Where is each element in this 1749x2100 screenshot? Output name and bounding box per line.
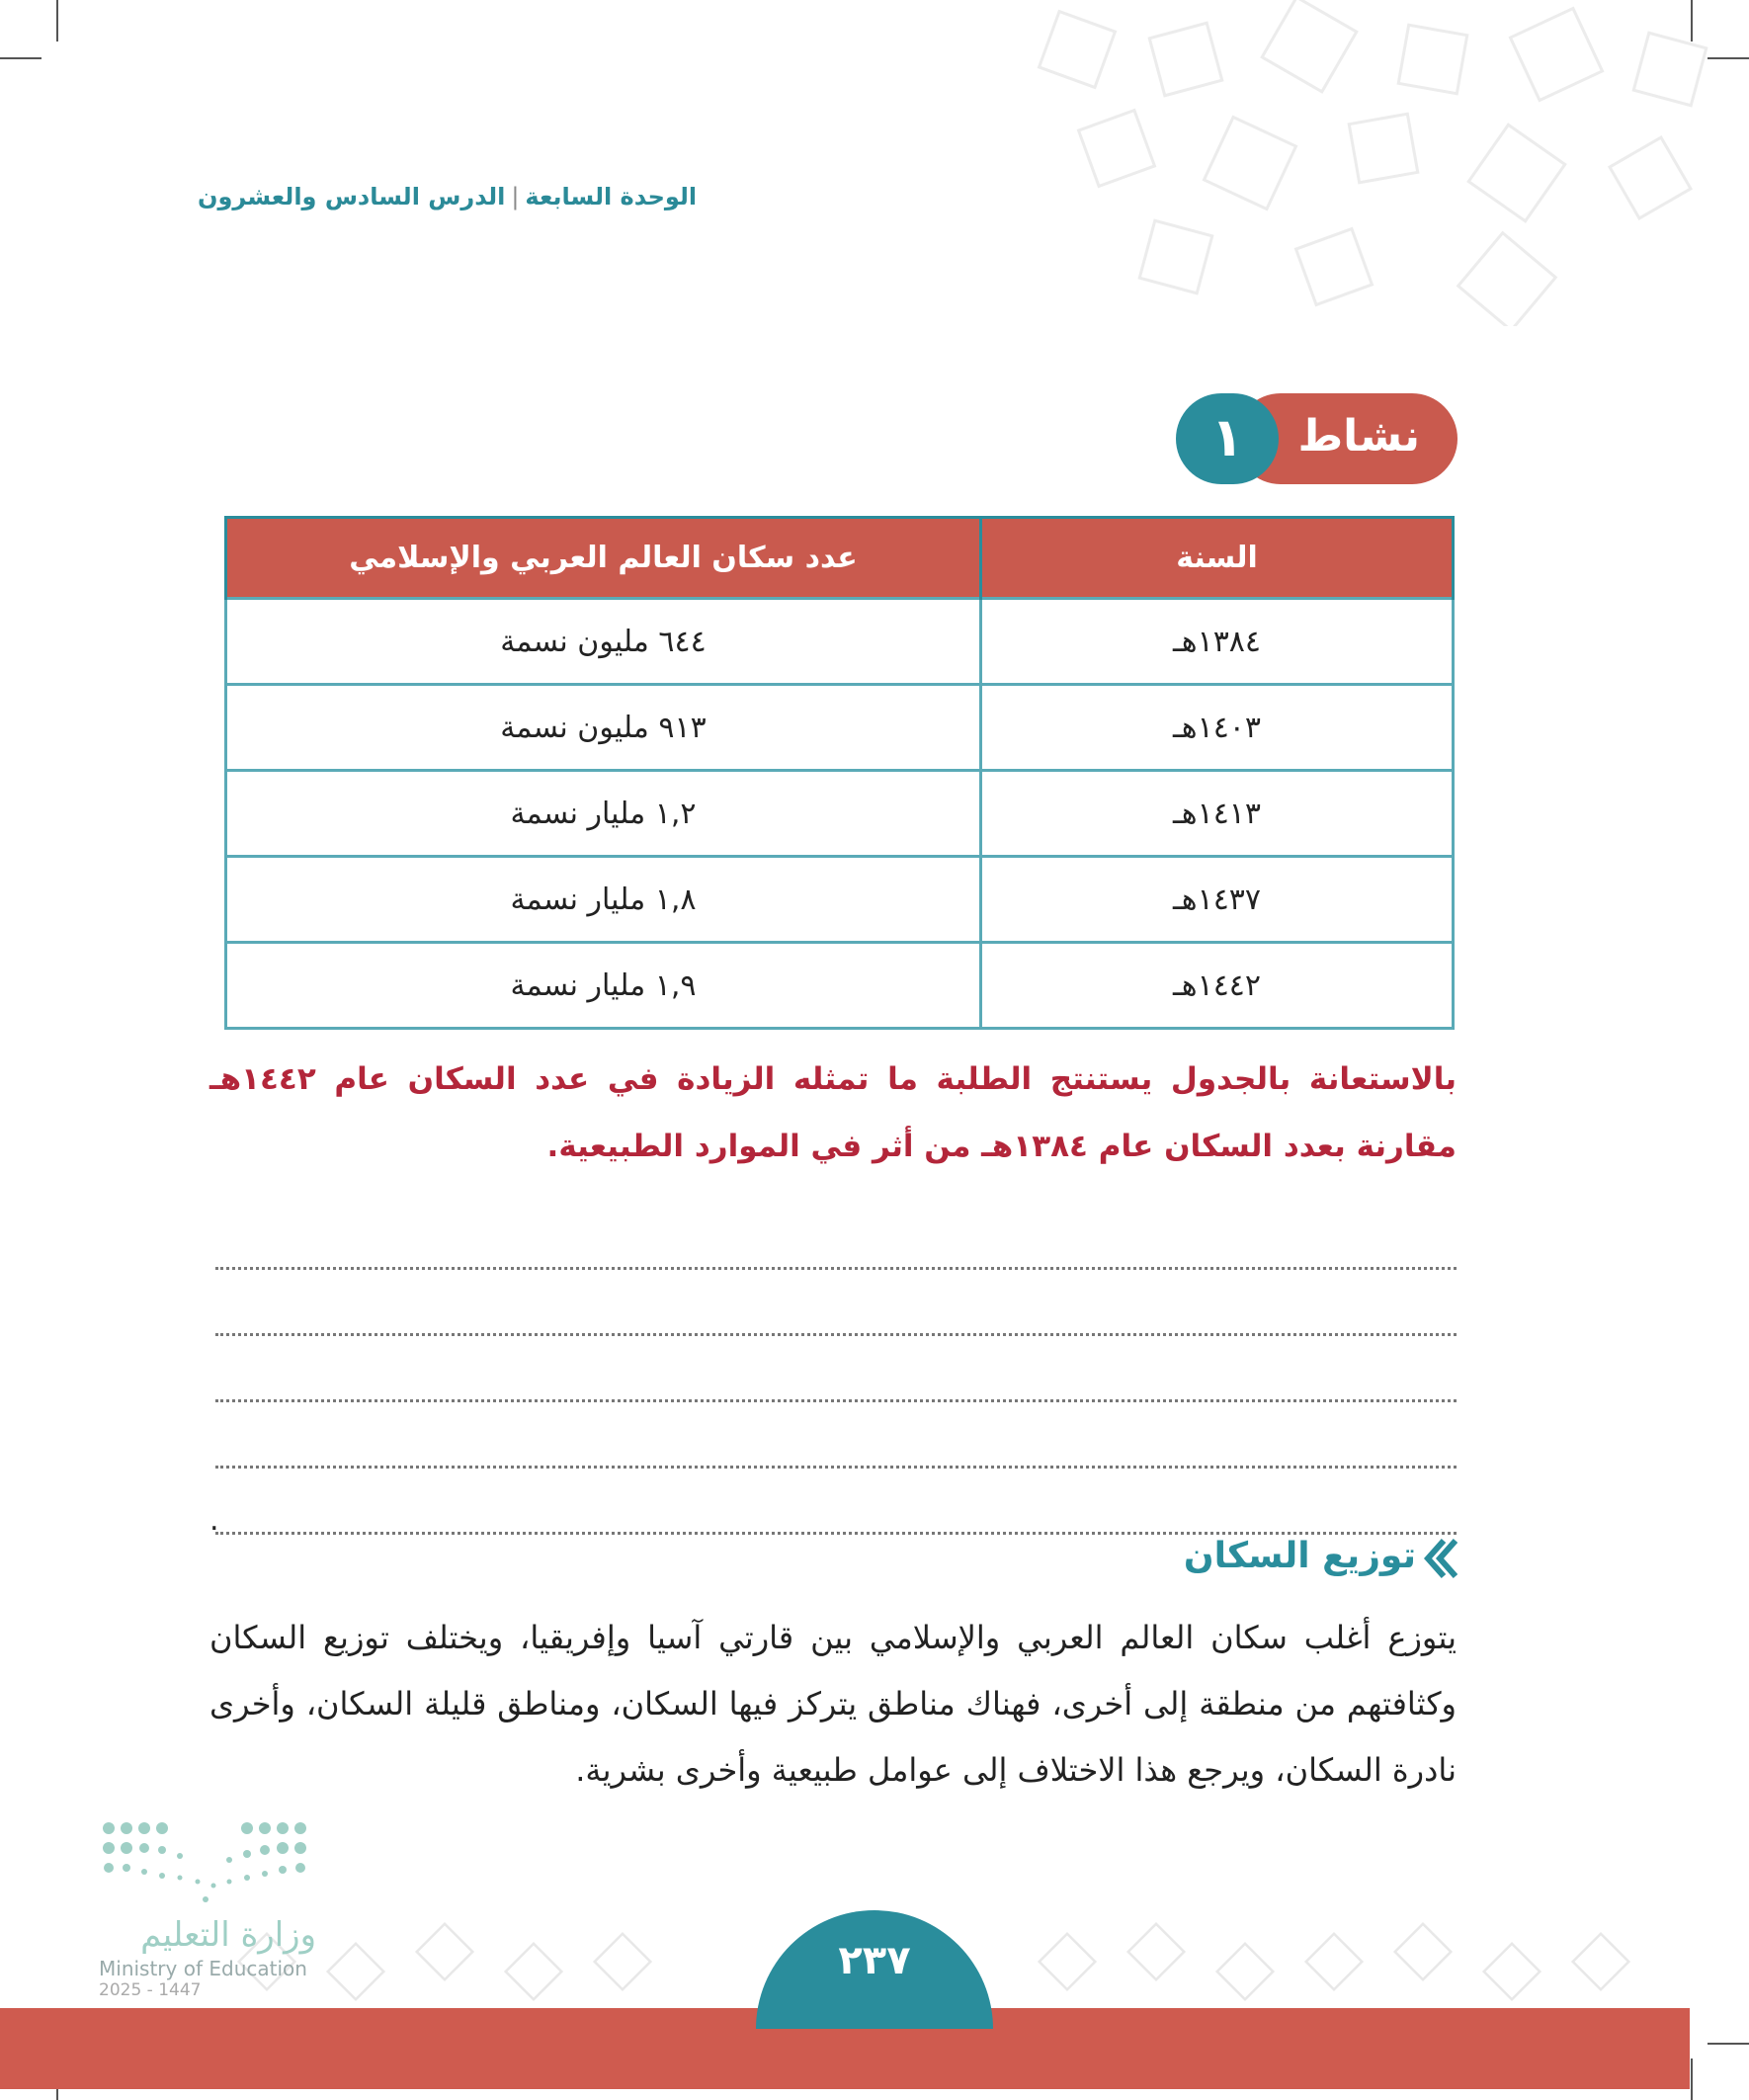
ministry-name-arabic: وزارة التعليم [140, 1915, 316, 1955]
population-cell: ١,٩ مليار نسمة [226, 943, 981, 1029]
table-header-row [226, 518, 1454, 599]
lesson-title: الدرس السادس والعشرون [198, 183, 506, 210]
activity-label: نشاط [1297, 411, 1420, 462]
activity-number: ١ [1176, 393, 1279, 484]
year-cell: ١٤٣٧هـ [981, 857, 1454, 943]
answer-line[interactable] [215, 1270, 1457, 1336]
unit-title: الوحدة السابعة [525, 183, 698, 210]
population-cell: ٩١٣ مليون نسمة [226, 685, 981, 771]
population-table [224, 516, 1455, 1030]
population-cell: ٦٤٤ مليون نسمة [226, 599, 981, 685]
year-cell: ١٤١٣هـ [981, 771, 1454, 857]
answer-line[interactable] [215, 1336, 1457, 1402]
crop-mark [0, 57, 42, 59]
table-row [226, 943, 1454, 1029]
population-column-header: عدد سكان العالم العربي والإسلامي [226, 518, 981, 599]
population-cell: ١,٢ مليار نسمة [226, 771, 981, 857]
year-column-header: السنة [981, 518, 1454, 599]
year-cell: ١٣٨٤هـ [981, 599, 1454, 685]
table-row [226, 599, 1454, 685]
table-row [226, 857, 1454, 943]
table-row [226, 685, 1454, 771]
page-number: ٢٣٧ [838, 1938, 911, 1983]
section-paragraph: يتوزع أغلب سكان العالم العربي والإسلامي بين قارتي آسيا وإفريقيا، ويختلف توزيع السكان وكثافتهم من منطقة إلى أخرى، فهناك مناطق يتركز فيها السكان، ومناطق قليلة السكان، وأخرى نادرة السكان، ويرجع هذا الاختلاف إلى عوامل طبيعية وأخرى بشرية. [209, 1619, 1457, 1789]
answer-lines[interactable] [209, 1204, 1457, 1538]
year-cell: ١٤٠٣هـ [981, 685, 1454, 771]
crop-mark [56, 0, 58, 42]
section-heading [1087, 1534, 1458, 1585]
crop-mark [1691, 2058, 1693, 2100]
answer-line[interactable] [215, 1204, 1457, 1270]
edition-year: 2025 - 1447 [99, 1980, 202, 2000]
activity-badge [1176, 393, 1458, 484]
year-cell: ١٤٤٢هـ [981, 943, 1454, 1029]
answer-end-mark: . [209, 1503, 219, 1538]
background-pattern [988, 0, 1749, 326]
population-cell: ١,٨ مليار نسمة [226, 857, 981, 943]
ministry-dots-emblem [99, 1816, 316, 1910]
ministry-name-english: Ministry of Education [99, 1957, 307, 1980]
header-separator: | [511, 183, 520, 210]
double-chevron-icon [1422, 1538, 1458, 1579]
answer-line[interactable] [215, 1402, 1457, 1469]
running-header [198, 183, 731, 210]
activity-question: بالاستعانة بالجدول يستنتج الطلبة ما تمثله الزيادة في عدد السكان عام ١٤٤٢هـ مقارنة بعدد السكان عام ١٣٨٤هـ من أثر في الموارد الطبيعية. [209, 1061, 1457, 1164]
ministry-logo [99, 1816, 336, 2000]
crop-mark [1707, 2043, 1749, 2045]
answer-line[interactable] [209, 1469, 1457, 1538]
section-title: توزيع السكان [1183, 1536, 1416, 1576]
table-row [226, 771, 1454, 857]
